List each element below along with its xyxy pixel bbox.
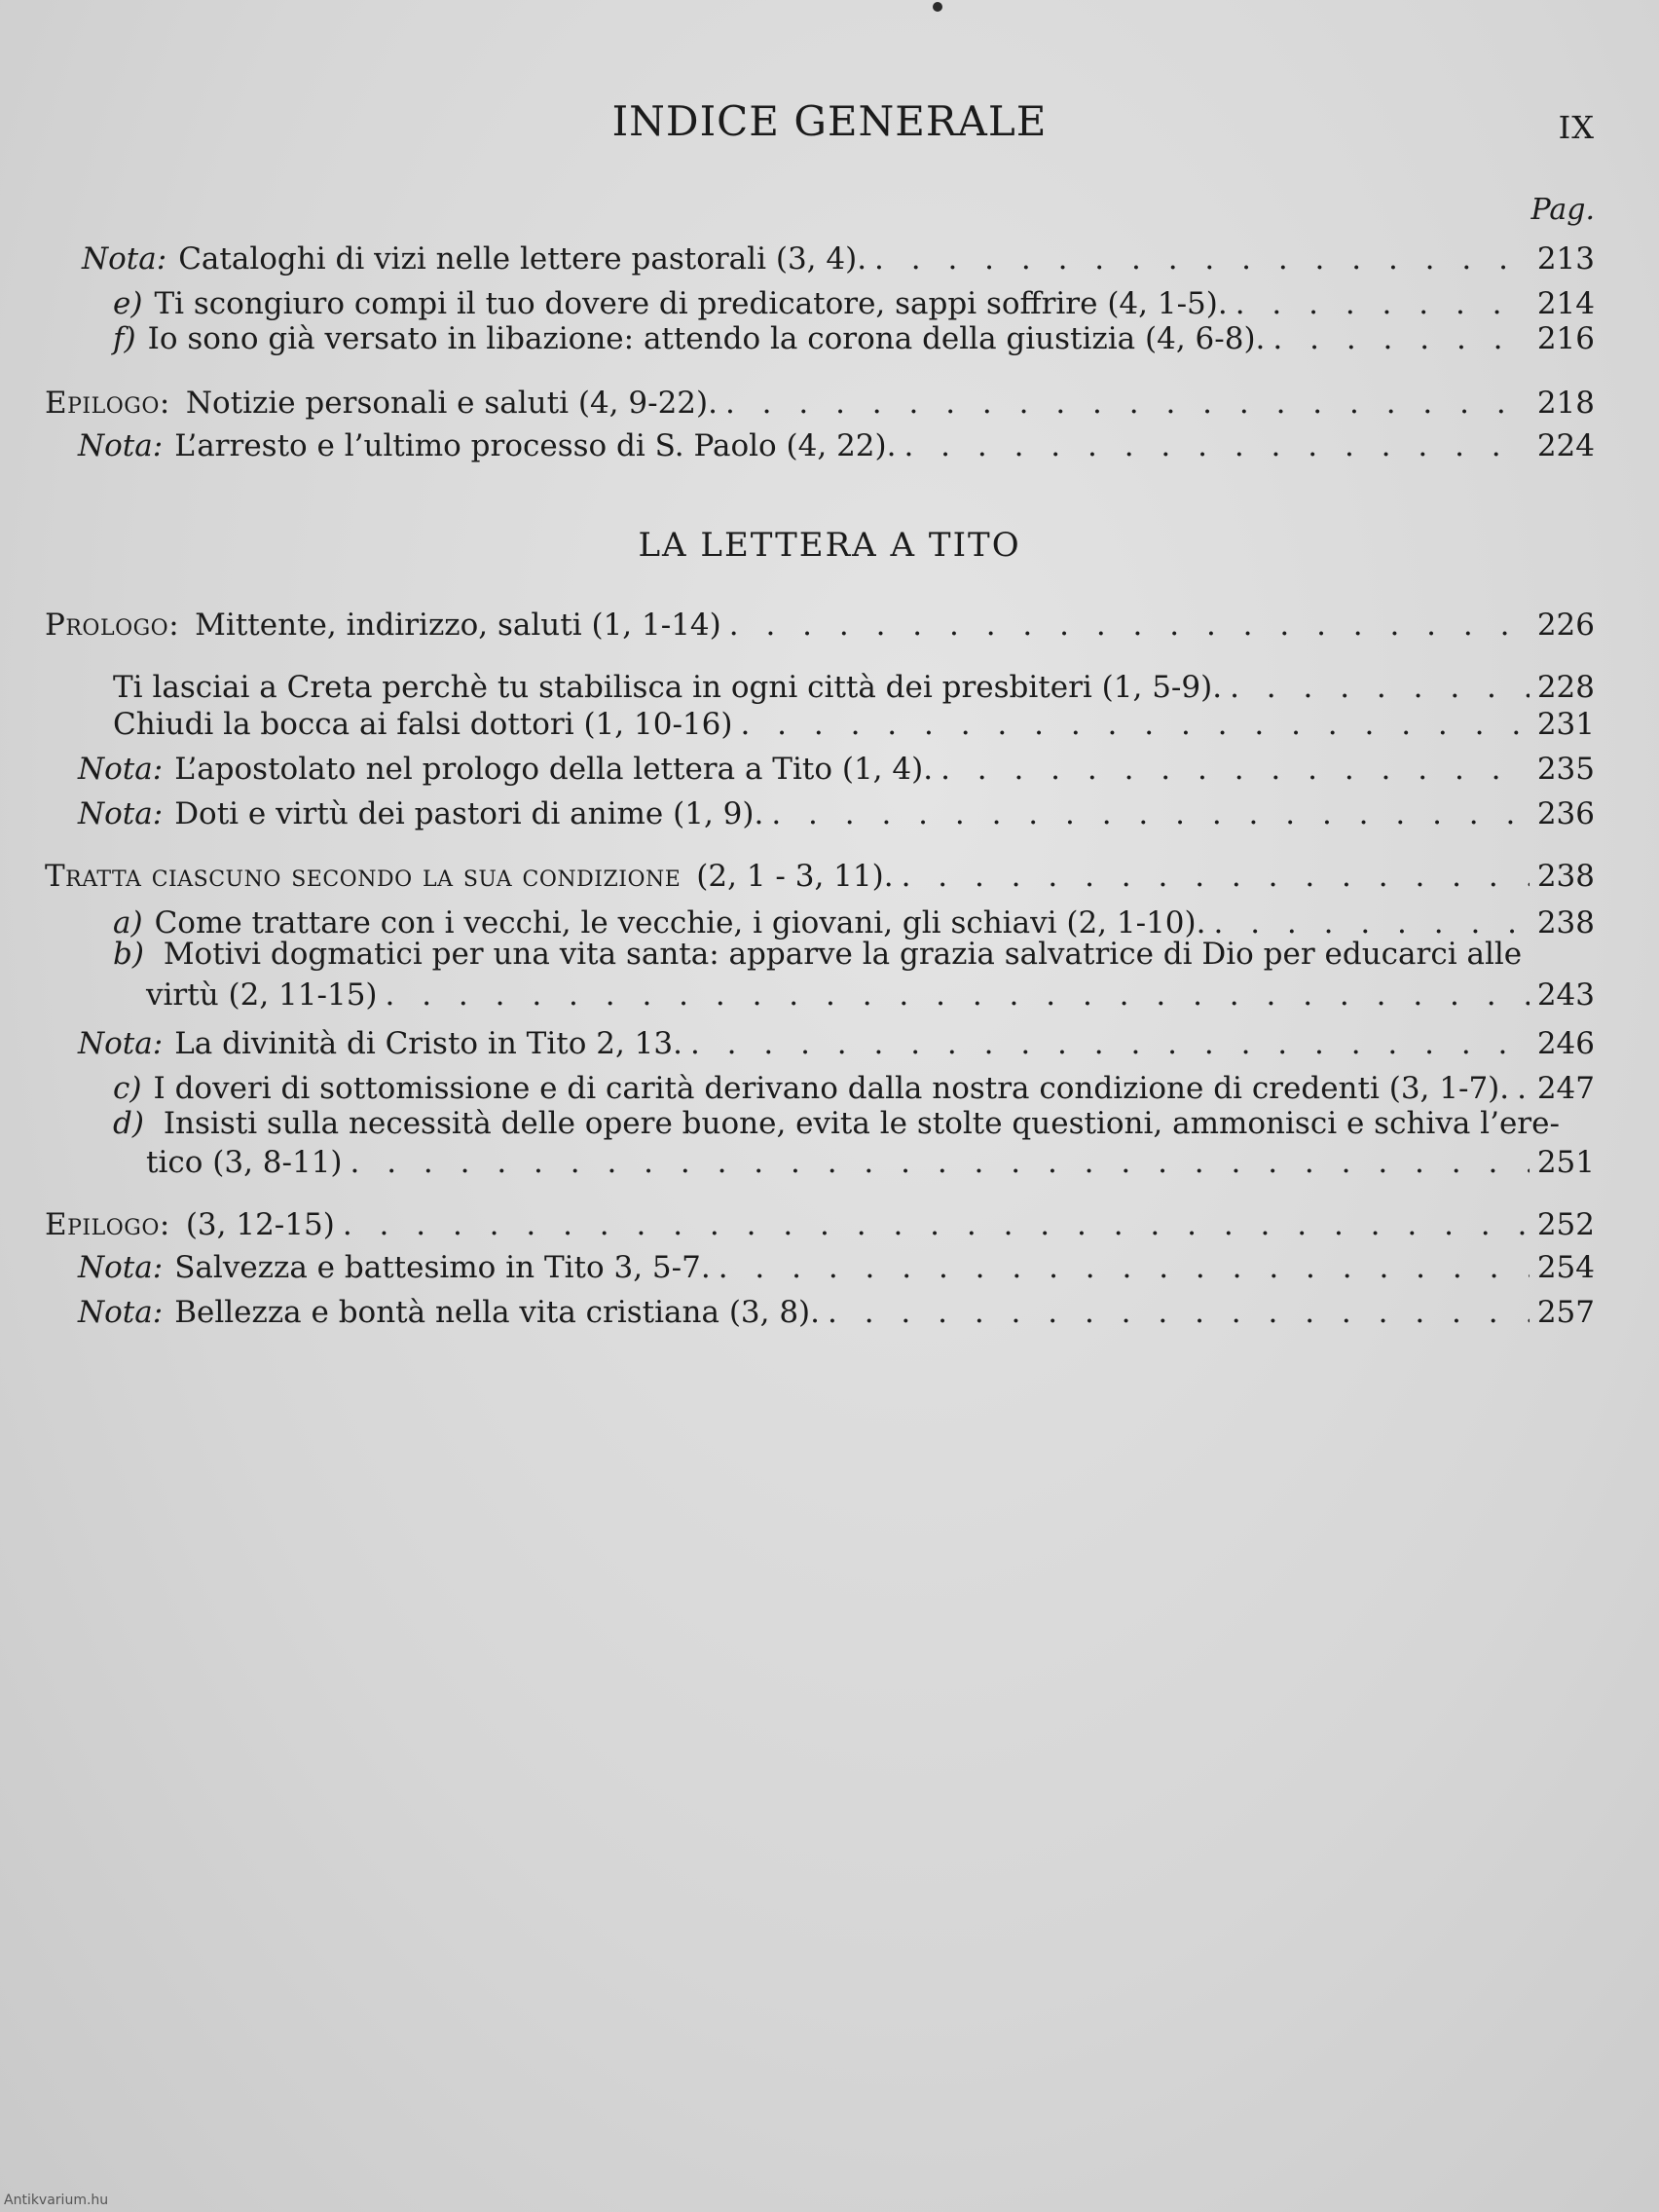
entry-text: Salvezza e battesimo in Tito 3, 5-7. (174, 1250, 711, 1285)
dot-leader (874, 238, 1530, 280)
toc-entry (45, 855, 1595, 898)
entry-page: 243 (1536, 977, 1595, 1013)
entry-text-continuation: virtù (2, 11-15) (146, 977, 378, 1013)
dot-leader (828, 1291, 1530, 1334)
entry-text: Notizie personali e saluti (4, 9-22). (185, 386, 718, 421)
entry-label: e) (113, 286, 143, 321)
entry-text: Come trattare con i vecchi, le vecchie, i giovani, gli schiavi (2, 1-10). (154, 905, 1206, 940)
entry-text: Doti e virtù dei pastori di anime (1, 9). (174, 796, 764, 831)
entry-page: 231 (1536, 707, 1595, 742)
dot-leader (719, 1246, 1530, 1289)
entry-text: L’apostolato nel prologo della lettera a Tito (1, 4). (174, 752, 934, 787)
dot-leader (771, 793, 1530, 835)
dot-leader (343, 1203, 1530, 1246)
entry-text: (2, 1 - 3, 11). (696, 859, 894, 894)
entry-label: Prologo: (45, 608, 180, 643)
entry-page: 218 (1536, 386, 1595, 421)
entry-page: 257 (1536, 1295, 1595, 1330)
entry-text-continuation: tico (3, 8-11) (146, 1145, 343, 1180)
entry-text: Ti scongiuro compi il tuo dovere di predicatore, sappi soffrire (4, 1-5). (154, 286, 1228, 321)
entry-page: 213 (1536, 241, 1595, 276)
entry-page: 238 (1536, 859, 1595, 894)
entry-page: 247 (1536, 1071, 1595, 1106)
entry-label: Nota: (82, 241, 167, 276)
toc-entry (78, 1022, 1595, 1065)
toc-entry (82, 238, 1595, 280)
entry-text: Io sono già versato in libazione: attendo la corona della giustizia (4, 6-8). (147, 321, 1266, 356)
toc-entry (146, 974, 1595, 1016)
toc-entry (78, 424, 1595, 467)
entry-page: 236 (1536, 796, 1595, 831)
entry-page: 228 (1536, 670, 1595, 705)
entry-text: L’arresto e l’ultimo processo di S. Paolo (4, 22). (174, 428, 897, 463)
entry-page: 226 (1536, 608, 1595, 643)
entry-page: 238 (1536, 905, 1595, 940)
entry-page: 214 (1536, 286, 1595, 321)
entry-page: 251 (1536, 1145, 1595, 1180)
watermark: Antikvarium.hu (4, 2193, 109, 2208)
entry-label: Nota: (78, 428, 164, 463)
dot-leader (1272, 317, 1529, 360)
dot-leader (729, 604, 1530, 646)
entry-label: Epilogo: (45, 1207, 170, 1242)
entry-label: Nota: (78, 1026, 164, 1061)
dot-leader (386, 974, 1530, 1016)
dot-leader (725, 382, 1530, 424)
entry-page: 224 (1536, 428, 1595, 463)
toc-entry-first-line (113, 933, 1522, 976)
ink-dot (933, 2, 942, 12)
entry-text: (3, 12-15) (185, 1207, 335, 1242)
entry-text: Motivi dogmatici per una vita santa: apparve la grazia salvatrice di Dio per educarci alle (163, 937, 1523, 972)
toc-entry (78, 1246, 1595, 1289)
toc-entry (78, 1291, 1595, 1334)
entry-label: Epilogo: (45, 386, 170, 421)
toc-entry-first-line (113, 1102, 1560, 1145)
dot-leader (350, 1141, 1530, 1184)
entry-text: Insisti sulla necessità delle opere buone, evita le stolte questioni, ammonisci e schiva l’ere- (163, 1106, 1560, 1141)
entry-text: I doveri di sottomissione e di carità derivano dalla nostra condizione di credenti (3, 1-7). (153, 1071, 1510, 1106)
entry-label: b) (113, 937, 144, 972)
dot-leader (690, 1022, 1530, 1065)
entry-page: 254 (1536, 1250, 1595, 1285)
entry-label: c) (113, 1071, 142, 1106)
entry-text: Bellezza e bontà nella vita cristiana (3, 8). (174, 1295, 821, 1330)
toc-entry (45, 604, 1595, 646)
entry-text: Cataloghi di vizi nelle lettere pastorali (3, 4). (178, 241, 867, 276)
entry-label: a) (113, 905, 143, 940)
toc-entry (45, 1203, 1595, 1246)
entry-label: Nota: (78, 1295, 164, 1330)
entry-label: d) (113, 1106, 144, 1141)
entry-text: La divinità di Cristo in Tito 2, 13. (174, 1026, 682, 1061)
toc-entry (78, 793, 1595, 835)
toc-entry (78, 748, 1595, 791)
entry-text: Mittente, indirizzo, saluti (1, 1-14) (195, 608, 721, 643)
dot-leader (740, 703, 1529, 746)
entry-label: Nota: (78, 1250, 164, 1285)
entry-text: Ti lasciai a Creta perchè tu stabilisca in ogni città dei presbiteri (1, 5-9). (113, 670, 1223, 705)
toc-entry (113, 317, 1595, 360)
entry-page: 235 (1536, 752, 1595, 787)
section-heading: LA LETTERA A TITO (638, 526, 1021, 565)
pag-column-label: Pag. (1530, 193, 1595, 227)
entry-label: Nota: (78, 796, 164, 831)
entry-label: Tratta ciascuno secondo la sua condizione (45, 859, 682, 894)
dot-leader (940, 748, 1530, 791)
entry-page: 216 (1536, 321, 1595, 356)
page-number: IX (1558, 109, 1595, 146)
entry-label: Nota: (78, 752, 164, 787)
running-head-title: INDICE GENERALE (611, 97, 1048, 145)
toc-entry (45, 382, 1595, 424)
entry-page: 252 (1536, 1207, 1595, 1242)
dot-leader (903, 424, 1529, 467)
dot-leader (902, 855, 1530, 898)
toc-entry (146, 1141, 1595, 1184)
toc-entry (113, 703, 1595, 746)
entry-text: Chiudi la bocca ai falsi dottori (1, 10-16) (113, 707, 733, 742)
entry-page: 246 (1536, 1026, 1595, 1061)
entry-label: f) (113, 321, 136, 356)
